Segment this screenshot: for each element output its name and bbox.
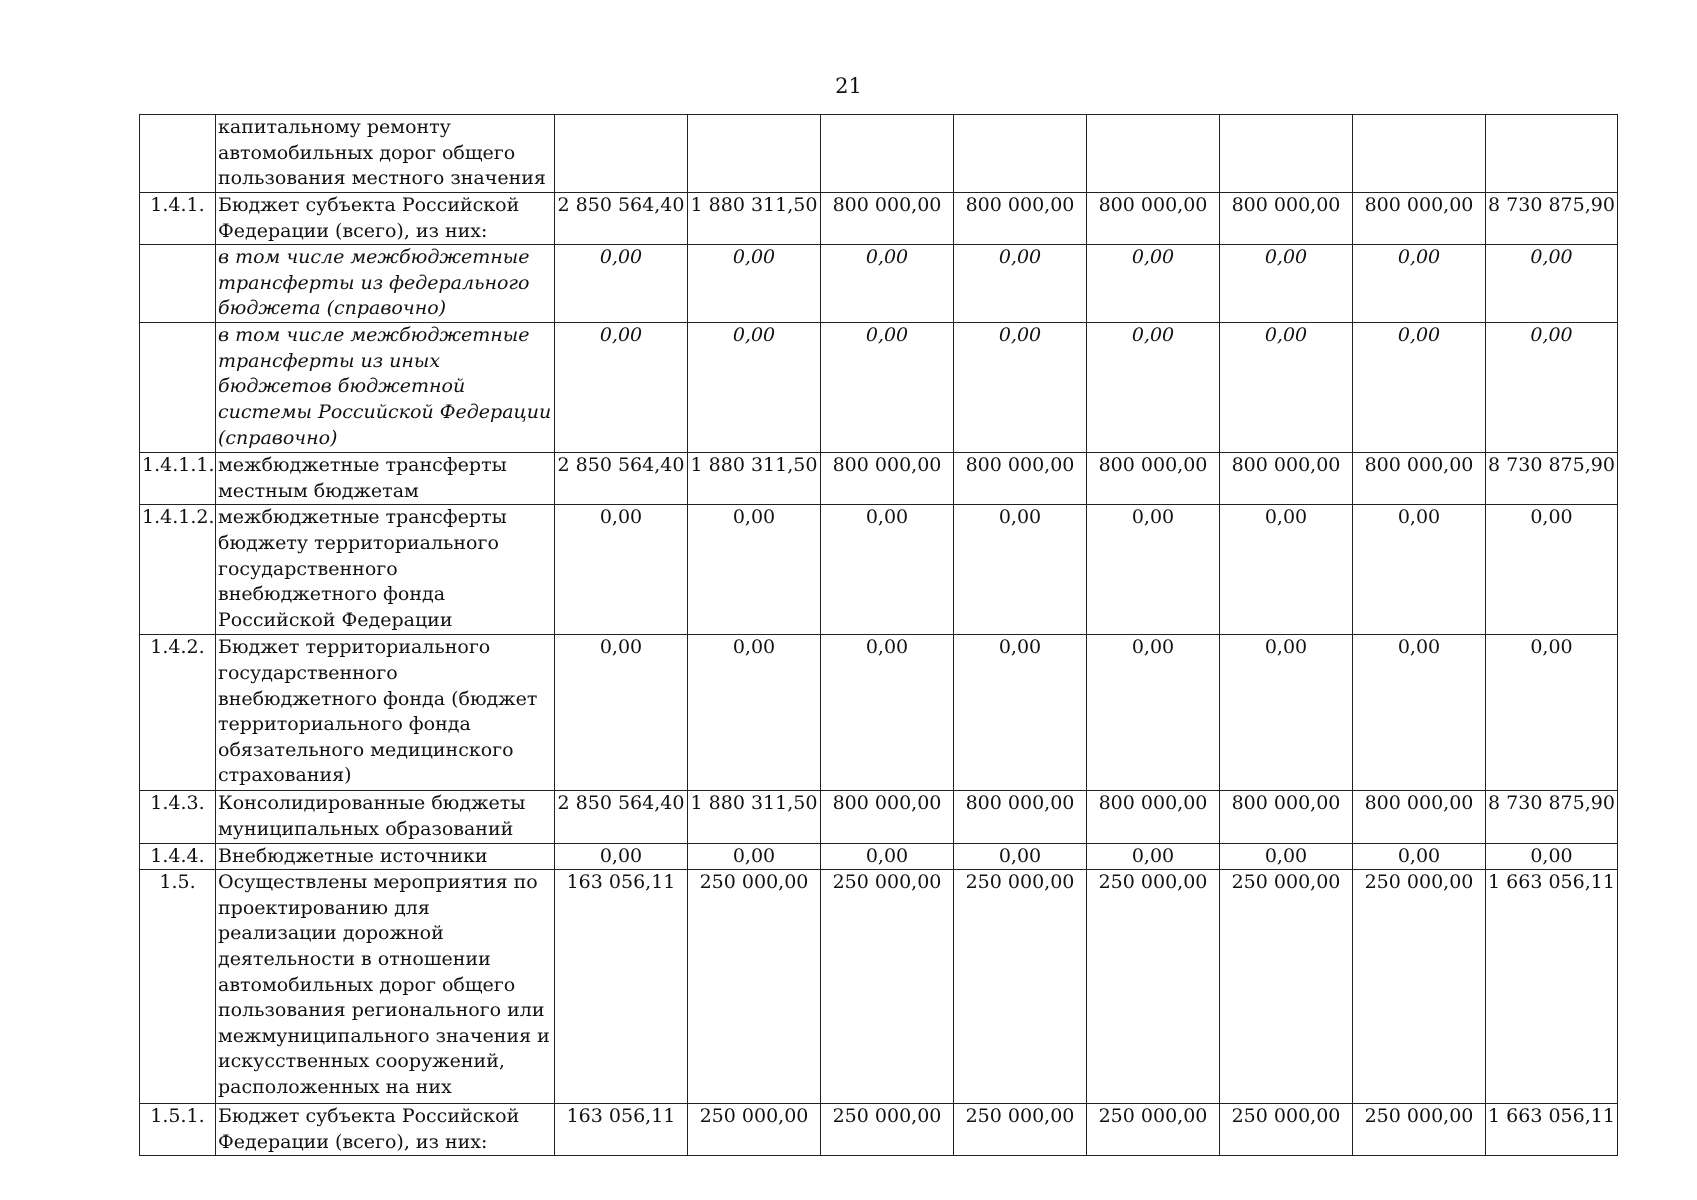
year-value-cell: 800 000,00 bbox=[954, 791, 1087, 843]
year-value-cell: 250 000,00 bbox=[1087, 1104, 1220, 1156]
year-value-cell: 0,00 bbox=[1220, 843, 1353, 870]
year-value-cell bbox=[821, 115, 954, 193]
table-row bbox=[140, 870, 1618, 1104]
year-value-cell: 800 000,00 bbox=[821, 791, 954, 843]
year-value-cell bbox=[1220, 115, 1353, 193]
row-number-cell: 1.4.4. bbox=[140, 843, 216, 870]
year-value-cell: 250 000,00 bbox=[1353, 1104, 1486, 1156]
total-value-cell: 0,00 bbox=[1486, 323, 1618, 453]
year-value-cell: 2 850 564,40 bbox=[555, 193, 688, 245]
page-number: 21 bbox=[835, 74, 862, 98]
row-description-cell: Бюджет территориального государственного внебюджетного фонда (бюджет территориального фонда обязательного медицинского страхования) bbox=[216, 635, 555, 791]
year-value-cell: 163 056,11 bbox=[555, 1104, 688, 1156]
year-value-cell: 1 880 311,50 bbox=[688, 193, 821, 245]
table-row bbox=[140, 193, 1618, 245]
year-value-cell bbox=[1353, 115, 1486, 193]
table-row bbox=[140, 635, 1618, 791]
row-number-cell: 1.4.1.1. bbox=[140, 453, 216, 505]
year-value-cell: 2 850 564,40 bbox=[555, 791, 688, 843]
year-value-cell: 0,00 bbox=[1353, 245, 1486, 323]
table-row bbox=[140, 115, 1618, 193]
year-value-cell: 800 000,00 bbox=[954, 453, 1087, 505]
row-description-cell: в том числе межбюджетные трансферты из иных бюджетов бюджетной системы Российской Федерации (справочно) bbox=[216, 323, 555, 453]
year-value-cell: 0,00 bbox=[821, 505, 954, 635]
year-value-cell: 0,00 bbox=[555, 245, 688, 323]
year-value-cell: 250 000,00 bbox=[821, 1104, 954, 1156]
year-value-cell: 0,00 bbox=[1220, 635, 1353, 791]
year-value-cell: 250 000,00 bbox=[688, 1104, 821, 1156]
year-value-cell: 0,00 bbox=[1220, 323, 1353, 453]
row-description-cell: Бюджет субъекта Российской Федерации (всего), из них: bbox=[216, 1104, 555, 1156]
year-value-cell: 0,00 bbox=[1353, 505, 1486, 635]
year-value-cell: 2 850 564,40 bbox=[555, 453, 688, 505]
year-value-cell: 0,00 bbox=[821, 323, 954, 453]
year-value-cell: 800 000,00 bbox=[1353, 453, 1486, 505]
year-value-cell: 0,00 bbox=[821, 245, 954, 323]
year-value-cell: 250 000,00 bbox=[688, 870, 821, 1104]
year-value-cell: 0,00 bbox=[688, 505, 821, 635]
year-value-cell: 0,00 bbox=[1087, 505, 1220, 635]
year-value-cell: 0,00 bbox=[954, 843, 1087, 870]
year-value-cell: 250 000,00 bbox=[1220, 870, 1353, 1104]
row-description-cell: межбюджетные трансферты местным бюджетам bbox=[216, 453, 555, 505]
year-value-cell: 250 000,00 bbox=[954, 870, 1087, 1104]
year-value-cell bbox=[688, 115, 821, 193]
year-value-cell: 0,00 bbox=[1220, 245, 1353, 323]
year-value-cell: 0,00 bbox=[1353, 843, 1486, 870]
year-value-cell: 800 000,00 bbox=[1087, 453, 1220, 505]
total-value-cell: 1 663 056,11 bbox=[1486, 870, 1618, 1104]
year-value-cell: 0,00 bbox=[688, 245, 821, 323]
year-value-cell: 800 000,00 bbox=[821, 453, 954, 505]
year-value-cell: 0,00 bbox=[1220, 505, 1353, 635]
year-value-cell: 250 000,00 bbox=[1087, 870, 1220, 1104]
row-description-cell: Бюджет субъекта Российской Федерации (всего), из них: bbox=[216, 193, 555, 245]
year-value-cell: 800 000,00 bbox=[1220, 791, 1353, 843]
row-number-cell: 1.4.1. bbox=[140, 193, 216, 245]
year-value-cell: 800 000,00 bbox=[1087, 193, 1220, 245]
row-number-cell: 1.4.1.2. bbox=[140, 505, 216, 635]
budget-table bbox=[139, 114, 1618, 1156]
total-value-cell: 0,00 bbox=[1486, 245, 1618, 323]
total-value-cell: 0,00 bbox=[1486, 505, 1618, 635]
year-value-cell: 163 056,11 bbox=[555, 870, 688, 1104]
row-number-cell: 1.5. bbox=[140, 870, 216, 1104]
year-value-cell: 800 000,00 bbox=[1220, 193, 1353, 245]
year-value-cell: 0,00 bbox=[555, 323, 688, 453]
year-value-cell: 250 000,00 bbox=[1220, 1104, 1353, 1156]
year-value-cell: 0,00 bbox=[555, 505, 688, 635]
table-row bbox=[140, 323, 1618, 453]
table-row bbox=[140, 453, 1618, 505]
year-value-cell: 800 000,00 bbox=[1353, 193, 1486, 245]
table-row bbox=[140, 245, 1618, 323]
year-value-cell: 0,00 bbox=[1087, 245, 1220, 323]
row-description-cell: капитальному ремонту автомобильных дорог общего пользования местного значения bbox=[216, 115, 555, 193]
year-value-cell: 250 000,00 bbox=[821, 870, 954, 1104]
year-value-cell: 0,00 bbox=[688, 843, 821, 870]
year-value-cell: 0,00 bbox=[954, 635, 1087, 791]
table-row bbox=[140, 843, 1618, 870]
year-value-cell: 250 000,00 bbox=[954, 1104, 1087, 1156]
total-value-cell: 0,00 bbox=[1486, 635, 1618, 791]
year-value-cell bbox=[555, 115, 688, 193]
table-row bbox=[140, 791, 1618, 843]
year-value-cell: 0,00 bbox=[1087, 635, 1220, 791]
row-description-cell: Осуществлены мероприятия по проектированию для реализации дорожной деятельности в отношении автомобильных дорог общего пользования регионального или межмуниципального значения и искусственных сооружений, расположенных на них bbox=[216, 870, 555, 1104]
row-description-cell: Внебюджетные источники bbox=[216, 843, 555, 870]
total-value-cell: 1 663 056,11 bbox=[1486, 1104, 1618, 1156]
year-value-cell bbox=[954, 115, 1087, 193]
table-body bbox=[140, 115, 1618, 1156]
row-description-cell: Консолидированные бюджеты муниципальных образований bbox=[216, 791, 555, 843]
year-value-cell: 0,00 bbox=[954, 323, 1087, 453]
year-value-cell: 800 000,00 bbox=[1220, 453, 1353, 505]
total-value-cell: 8 730 875,90 bbox=[1486, 193, 1618, 245]
row-number-cell: 1.4.2. bbox=[140, 635, 216, 791]
year-value-cell: 0,00 bbox=[1087, 323, 1220, 453]
row-number-cell bbox=[140, 245, 216, 323]
total-value-cell: 0,00 bbox=[1486, 843, 1618, 870]
year-value-cell: 250 000,00 bbox=[1353, 870, 1486, 1104]
year-value-cell: 0,00 bbox=[555, 843, 688, 870]
year-value-cell: 1 880 311,50 bbox=[688, 791, 821, 843]
year-value-cell: 0,00 bbox=[954, 245, 1087, 323]
total-value-cell: 8 730 875,90 bbox=[1486, 791, 1618, 843]
table-row bbox=[140, 505, 1618, 635]
year-value-cell: 0,00 bbox=[555, 635, 688, 791]
year-value-cell: 800 000,00 bbox=[1087, 791, 1220, 843]
year-value-cell: 800 000,00 bbox=[954, 193, 1087, 245]
year-value-cell: 0,00 bbox=[1353, 635, 1486, 791]
row-description-cell: в том числе межбюджетные трансферты из федерального бюджета (справочно) bbox=[216, 245, 555, 323]
year-value-cell: 0,00 bbox=[954, 505, 1087, 635]
row-description-cell: межбюджетные трансферты бюджету территориального государственного внебюджетного фонда Российской Федерации bbox=[216, 505, 555, 635]
row-number-cell bbox=[140, 323, 216, 453]
row-number-cell bbox=[140, 115, 216, 193]
year-value-cell: 0,00 bbox=[688, 635, 821, 791]
total-value-cell bbox=[1486, 115, 1618, 193]
year-value-cell: 0,00 bbox=[821, 635, 954, 791]
year-value-cell: 0,00 bbox=[688, 323, 821, 453]
year-value-cell: 0,00 bbox=[1087, 843, 1220, 870]
total-value-cell: 8 730 875,90 bbox=[1486, 453, 1618, 505]
year-value-cell: 0,00 bbox=[821, 843, 954, 870]
table-row bbox=[140, 1104, 1618, 1156]
year-value-cell: 800 000,00 bbox=[1353, 791, 1486, 843]
year-value-cell: 800 000,00 bbox=[821, 193, 954, 245]
year-value-cell: 1 880 311,50 bbox=[688, 453, 821, 505]
row-number-cell: 1.4.3. bbox=[140, 791, 216, 843]
year-value-cell: 0,00 bbox=[1353, 323, 1486, 453]
row-number-cell: 1.5.1. bbox=[140, 1104, 216, 1156]
year-value-cell bbox=[1087, 115, 1220, 193]
